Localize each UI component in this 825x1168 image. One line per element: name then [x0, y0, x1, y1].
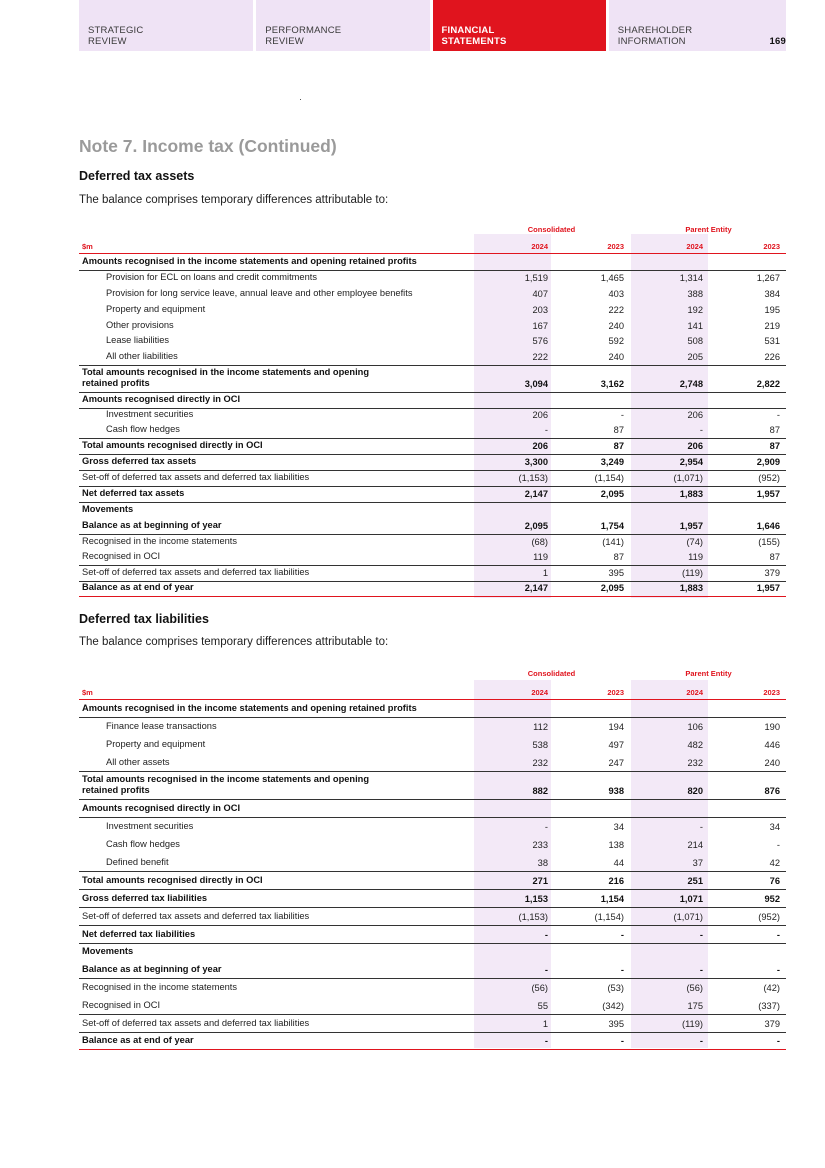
cell-value: (1,071) [673, 912, 703, 922]
row-label: Set-off of deferred tax assets and deferred tax liabilities [82, 1018, 310, 1028]
row-label: Amounts recognised directly in OCI [82, 394, 241, 404]
cell-value: 192 [687, 305, 703, 315]
cell-value: 87 [769, 552, 780, 562]
cell-value: 482 [687, 740, 703, 750]
page-title: Note 7. Income tax (Continued) [79, 136, 337, 156]
cell-value: 2,095 [600, 583, 624, 593]
cell-value: 205 [687, 352, 703, 362]
row-label: Provision for ECL on loans and credit commitments [106, 272, 317, 282]
cell-value: 1,957 [679, 521, 703, 531]
row-label: Recognised in the income statements [82, 982, 238, 992]
cell-value: 240 [608, 321, 624, 331]
cell-value: 87 [769, 441, 780, 451]
tab-performance-review[interactable] [256, 0, 429, 51]
cell-value: 379 [764, 568, 780, 578]
cell-value: 87 [769, 425, 780, 435]
table-row [79, 943, 786, 960]
row-label: All other liabilities [106, 351, 178, 361]
table-row [79, 996, 786, 1014]
cell-value: - [699, 822, 703, 832]
table-row [79, 700, 786, 717]
cell-value: 167 [532, 321, 548, 331]
cell-value: 938 [608, 786, 624, 796]
cell-value: - [699, 1036, 703, 1046]
cell-value: 222 [608, 305, 624, 315]
cell-value: 2,909 [756, 457, 780, 467]
row-label: Lease liabilities [106, 335, 170, 345]
assets-section-title: Deferred tax assets [79, 169, 195, 183]
liabilities-intro: The balance comprises temporary differences attributable to: [79, 636, 389, 648]
cell-value: 1,519 [524, 273, 548, 283]
cell-value: 446 [764, 740, 780, 750]
cell-value: 87 [613, 425, 624, 435]
cell-value: 3,249 [600, 457, 624, 467]
cell-value: (68) [531, 537, 548, 547]
year-header: 2024 [686, 688, 703, 697]
cell-value: 42 [769, 858, 780, 868]
row-label: Movements [82, 946, 134, 956]
cell-value: 407 [532, 289, 548, 299]
cell-value: 190 [764, 722, 780, 732]
table-row [79, 270, 786, 286]
cell-value: 119 [533, 552, 548, 562]
row-label: Property and equipment [106, 304, 206, 314]
cell-value: 194 [608, 722, 624, 732]
stray-mark [300, 99, 301, 100]
table-row [79, 753, 786, 771]
table-row [79, 978, 786, 996]
cell-value: 3,094 [524, 379, 548, 389]
cell-value: - [776, 930, 780, 940]
cell-value: - [776, 410, 780, 420]
row-label: Balance as at end of year [82, 582, 194, 592]
cell-value: 138 [608, 840, 624, 850]
year-header: 2023 [607, 242, 624, 251]
cell-value: (119) [681, 1019, 703, 1029]
row-label: Investment securities [106, 821, 194, 831]
cell-value: 1,154 [600, 894, 624, 904]
table-row [79, 438, 786, 454]
row-label: Net deferred tax liabilities [82, 929, 196, 939]
row-label: Defined benefit [106, 857, 169, 867]
cell-value: 112 [533, 722, 548, 732]
cell-value: 2,095 [524, 521, 548, 531]
cell-value: - [544, 930, 548, 940]
row-label: Balance as at end of year [82, 1035, 194, 1045]
cell-value: - [620, 965, 624, 975]
cell-value: 3,300 [524, 457, 548, 467]
table-row [79, 735, 786, 753]
table-row [79, 871, 786, 889]
cell-value: 1,957 [756, 489, 780, 499]
table-row [79, 835, 786, 853]
table-row [79, 502, 786, 518]
row-label: Recognised in OCI [82, 551, 161, 561]
row-label: Total amounts recognised directly in OCI [82, 440, 263, 450]
cell-value: 87 [613, 441, 624, 451]
cell-value: (1,153) [518, 912, 548, 922]
table-row [79, 960, 786, 978]
row-label: Net deferred tax assets [82, 488, 185, 498]
year-header: 2023 [607, 688, 624, 697]
table-row [79, 907, 786, 925]
unit-header: $m [82, 688, 93, 697]
cell-value: 2,748 [679, 379, 703, 389]
cell-value: (1,154) [594, 473, 624, 483]
row-label: All other assets [106, 757, 170, 767]
table-row [79, 853, 786, 871]
table-row [79, 581, 786, 597]
cell-value: 106 [687, 722, 703, 732]
parent-entity-header: Parent Entity [685, 669, 732, 678]
cell-value: 271 [532, 876, 548, 886]
cell-value: 882 [532, 786, 548, 796]
year-header: 2024 [531, 688, 548, 697]
cell-value: 175 [687, 1001, 703, 1011]
year-header: 2024 [531, 242, 548, 251]
cell-value: 1,957 [756, 583, 780, 593]
cell-value: 497 [608, 740, 624, 750]
cell-value: 251 [687, 876, 703, 886]
cell-value: 87 [613, 552, 624, 562]
table-row [79, 1032, 786, 1050]
row-label: Property and equipment [106, 739, 206, 749]
cell-value: 1,153 [524, 894, 548, 904]
cell-value: 216 [608, 876, 624, 886]
tab-label: PERFORMANCE REVIEW [265, 25, 342, 47]
cell-value: 2,822 [756, 379, 780, 389]
cell-value: 379 [764, 1019, 780, 1029]
table-row [79, 550, 786, 565]
tab-financial-statements[interactable] [433, 0, 606, 51]
table-row [79, 392, 786, 408]
cell-value: (952) [758, 473, 780, 483]
row-label: Set-off of deferred tax assets and deferred tax liabilities [82, 911, 310, 921]
cell-value: 1,883 [679, 583, 703, 593]
year-header: 2024 [686, 242, 703, 251]
cell-value: 206 [532, 441, 548, 451]
table-row [79, 534, 786, 550]
cell-value: (1,071) [673, 473, 703, 483]
table-row [79, 454, 786, 470]
table-row [79, 349, 786, 365]
cell-value: 820 [687, 786, 703, 796]
cell-value: (56) [531, 983, 548, 993]
parent-entity-header: Parent Entity [685, 225, 732, 234]
table-row [79, 423, 786, 438]
cell-value: 388 [687, 289, 703, 299]
cell-value: (1,154) [594, 912, 624, 922]
row-label: Balance as at beginning of year [82, 964, 222, 974]
cell-value: - [620, 930, 624, 940]
cell-value: (155) [758, 537, 780, 547]
cell-value: - [620, 1036, 624, 1046]
cell-value: 1 [542, 1019, 548, 1029]
row-label: Recognised in the income statements [82, 536, 238, 546]
cell-value: 232 [687, 758, 703, 768]
year-header: 2023 [763, 688, 780, 697]
cell-value: 34 [769, 822, 780, 832]
cell-value: 141 [687, 321, 703, 331]
cell-value: 1,267 [756, 273, 780, 283]
cell-value: 1,071 [679, 894, 703, 904]
cell-value: 206 [687, 441, 703, 451]
cell-value: (1,153) [518, 473, 548, 483]
table-row [79, 771, 786, 799]
cell-value: - [699, 965, 703, 975]
cell-value: 206 [687, 410, 703, 420]
table-row [79, 408, 786, 423]
liabilities-section-title: Deferred tax liabilities [79, 612, 209, 626]
cell-value: 876 [764, 786, 780, 796]
row-label: Total amounts recognised in the income statements and opening retained profits [82, 774, 370, 795]
row-label: Amounts recognised in the income statements and opening retained profits [82, 703, 417, 713]
year-header: 2023 [763, 242, 780, 251]
deferred-tax-liabilities-table [79, 666, 786, 1048]
tab-label: SHAREHOLDER INFORMATION [617, 25, 693, 47]
row-label: Amounts recognised directly in OCI [82, 803, 241, 813]
cell-value: (342) [602, 1001, 624, 1011]
cell-value: 1,883 [679, 489, 703, 499]
cell-value: 240 [608, 352, 624, 362]
cell-value: (42) [763, 983, 780, 993]
cell-value: 1,646 [756, 521, 780, 531]
consolidated-header: Consolidated [527, 669, 576, 678]
cell-value: - [776, 840, 780, 850]
cell-value: 1,754 [600, 521, 624, 531]
cell-value: 195 [764, 305, 780, 315]
cell-value: - [544, 1036, 548, 1046]
cell-value: (56) [686, 983, 703, 993]
table-row [79, 717, 786, 735]
table-row [79, 799, 786, 817]
cell-value: 76 [769, 876, 780, 886]
cell-value: (337) [758, 1001, 780, 1011]
deferred-tax-assets-table [79, 222, 786, 598]
cell-value: 232 [532, 758, 548, 768]
cell-value: 2,095 [600, 489, 624, 499]
cell-value: 203 [532, 305, 548, 315]
cell-value: - [544, 425, 548, 435]
cell-value: - [620, 410, 624, 420]
table-row [79, 565, 786, 581]
cell-value: (141) [602, 537, 624, 547]
cell-value: - [699, 425, 703, 435]
cell-value: - [544, 822, 548, 832]
cell-value: 219 [764, 321, 780, 331]
row-label: Movements [82, 504, 134, 514]
cell-value: 226 [764, 352, 780, 362]
cell-value: (74) [686, 537, 703, 547]
row-label: Total amounts recognised in the income statements and opening retained profits [82, 367, 370, 388]
cell-value: 119 [688, 552, 703, 562]
table-row [79, 889, 786, 907]
cell-value: 2,147 [524, 489, 548, 499]
row-label: Gross deferred tax liabilities [82, 893, 208, 903]
table-row [79, 817, 786, 835]
table-row [79, 1014, 786, 1032]
cell-value: 233 [532, 840, 548, 850]
table-row [79, 286, 786, 302]
cell-value: 403 [608, 289, 624, 299]
cell-value: 37 [692, 858, 703, 868]
table-row [79, 486, 786, 502]
cell-value: 1,465 [600, 273, 624, 283]
row-label: Investment securities [106, 409, 194, 419]
cell-value: 34 [613, 822, 624, 832]
cell-value: 538 [532, 740, 548, 750]
tab-strategic-review[interactable] [79, 0, 253, 51]
page-number: 169 [769, 36, 786, 47]
cell-value: 3,162 [600, 379, 624, 389]
row-label: Set-off of deferred tax assets and deferred tax liabilities [82, 567, 310, 577]
cell-value: 384 [764, 289, 780, 299]
cell-value: 1 [542, 568, 548, 578]
row-label: Total amounts recognised directly in OCI [82, 875, 263, 885]
table-row [79, 302, 786, 318]
row-label: Cash flow hedges [106, 839, 180, 849]
cell-value: 222 [532, 352, 548, 362]
row-label: Gross deferred tax assets [82, 456, 197, 466]
row-label: Set-off of deferred tax assets and deferred tax liabilities [82, 472, 310, 482]
row-label: Recognised in OCI [82, 1000, 161, 1010]
tab-shareholder-information[interactable] [609, 0, 786, 51]
consolidated-header: Consolidated [527, 225, 576, 234]
cell-value: 576 [532, 336, 548, 346]
cell-value: 44 [613, 858, 624, 868]
cell-value: 55 [537, 1001, 548, 1011]
cell-value: 38 [537, 858, 548, 868]
cell-value: (952) [758, 912, 780, 922]
cell-value: 531 [764, 336, 780, 346]
tab-label: STRATEGIC REVIEW [88, 25, 144, 47]
cell-value: 2,147 [524, 583, 548, 593]
cell-value: 395 [608, 1019, 624, 1029]
row-label: Provision for long service leave, annual leave and other employee benefits [106, 288, 413, 298]
row-label: Balance as at beginning of year [82, 520, 222, 530]
cell-value: 247 [608, 758, 624, 768]
row-label: Cash flow hedges [106, 424, 180, 434]
cell-value: 2,954 [679, 457, 703, 467]
cell-value: 952 [764, 894, 780, 904]
table-row [79, 254, 786, 270]
table-row [79, 334, 786, 349]
cell-value: - [699, 930, 703, 940]
assets-intro: The balance comprises temporary differences attributable to: [79, 194, 389, 206]
cell-value: (119) [681, 568, 703, 578]
table-row [79, 925, 786, 943]
cell-value: 508 [687, 336, 703, 346]
cell-value: - [776, 1036, 780, 1046]
cell-value: 214 [687, 840, 703, 850]
table-row [79, 318, 786, 334]
unit-header: $m [82, 242, 93, 251]
row-label: Finance lease transactions [106, 721, 217, 731]
cell-value: 206 [532, 410, 548, 420]
cell-value: (53) [607, 983, 624, 993]
cell-value: - [776, 965, 780, 975]
table-row [79, 365, 786, 392]
tab-label: FINANCIAL STATEMENTS [441, 25, 507, 47]
table-row [79, 470, 786, 486]
row-label: Other provisions [106, 320, 174, 330]
cell-value: - [544, 965, 548, 975]
row-label: Amounts recognised in the income statements and opening retained profits [82, 256, 417, 266]
cell-value: 240 [764, 758, 780, 768]
cell-value: 592 [608, 336, 624, 346]
table-row [79, 518, 786, 534]
section-nav [79, 0, 786, 51]
cell-value: 395 [608, 568, 624, 578]
cell-value: 1,314 [679, 273, 703, 283]
